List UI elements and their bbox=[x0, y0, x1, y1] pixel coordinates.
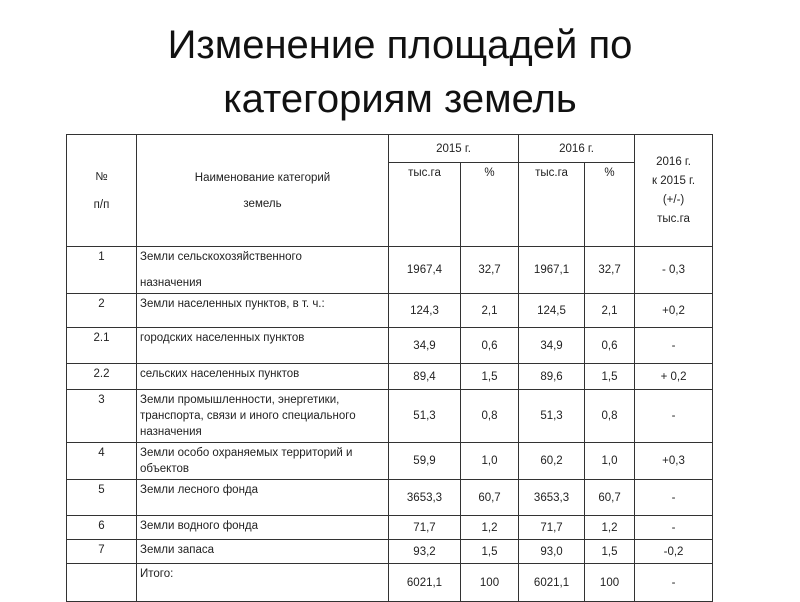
row-pct-2015: 1,0 bbox=[461, 443, 519, 480]
row-num: 2 bbox=[67, 294, 137, 328]
row-pct-2016: 1,5 bbox=[585, 364, 635, 390]
row-name: сельских населенных пунктов bbox=[137, 364, 389, 390]
row-ha-2015: 34,9 bbox=[389, 328, 461, 364]
row-num: 2.2 bbox=[67, 364, 137, 390]
row-name: городских населенных пунктов bbox=[137, 328, 389, 364]
header-change-line2: к 2015 г. bbox=[652, 174, 696, 187]
header-num-line2: п/п bbox=[93, 198, 110, 211]
table-row bbox=[67, 390, 713, 443]
header-row-1 bbox=[67, 135, 713, 163]
row-ha-2015: 1967,4 bbox=[389, 247, 461, 294]
row-change: -0,2 bbox=[635, 540, 713, 564]
row-ha-2016: 3653,3 bbox=[519, 480, 585, 516]
header-change-line1: 2016 г. bbox=[656, 155, 691, 168]
row-pct-2015: 100 bbox=[461, 564, 519, 602]
row-ha-2016: 51,3 bbox=[519, 390, 585, 443]
header-pct-2015: % bbox=[461, 163, 519, 247]
row-ha-2015: 6021,1 bbox=[389, 564, 461, 602]
row-pct-2016: 1,0 bbox=[585, 443, 635, 480]
row-pct-2016: 0,8 bbox=[585, 390, 635, 443]
row-change: - bbox=[635, 328, 713, 364]
row-pct-2016: 60,7 bbox=[585, 480, 635, 516]
row-change: - bbox=[635, 390, 713, 443]
row-ha-2016: 89,6 bbox=[519, 364, 585, 390]
header-pct-2016: % bbox=[585, 163, 635, 247]
row-name: Земли промышленности, энергетики, транспорта, связи и иного специального назначения bbox=[137, 390, 389, 443]
row-ha-2016: 1967,1 bbox=[519, 247, 585, 294]
table-row bbox=[67, 516, 713, 540]
table-row bbox=[67, 294, 713, 328]
row-pct-2016: 32,7 bbox=[585, 247, 635, 294]
row-pct-2015: 0,6 bbox=[461, 328, 519, 364]
row-pct-2015: 60,7 bbox=[461, 480, 519, 516]
row-num: 1 bbox=[67, 247, 137, 294]
row-ha-2015: 124,3 bbox=[389, 294, 461, 328]
row-num: 5 bbox=[67, 480, 137, 516]
row-change: +0,2 bbox=[635, 294, 713, 328]
row-pct-2016: 2,1 bbox=[585, 294, 635, 328]
table-row-total bbox=[67, 564, 713, 602]
row-change: - bbox=[635, 516, 713, 540]
row-name: Земли населенных пунктов, в т. ч.: bbox=[137, 294, 389, 328]
row-name-line1: Земли сельскохозяйственного bbox=[140, 251, 302, 263]
header-ha-2016: тыс.га bbox=[519, 163, 585, 247]
row-pct-2016: 0,6 bbox=[585, 328, 635, 364]
row-ha-2016: 60,2 bbox=[519, 443, 585, 480]
row-num bbox=[67, 564, 137, 602]
header-ha-2015: тыс.га bbox=[389, 163, 461, 247]
row-name: Земли запаса bbox=[137, 540, 389, 564]
header-name-cell bbox=[137, 135, 389, 247]
row-num: 6 bbox=[67, 516, 137, 540]
row-num: 2.1 bbox=[67, 328, 137, 364]
header-change-cell bbox=[635, 135, 713, 247]
table-row bbox=[67, 364, 713, 390]
row-name-line2: назначения bbox=[140, 277, 202, 289]
row-num: 3 bbox=[67, 390, 137, 443]
table-row bbox=[67, 540, 713, 564]
row-name bbox=[137, 247, 389, 294]
header-name-line1: Наименование категорий bbox=[194, 171, 331, 184]
row-pct-2016: 1,5 bbox=[585, 540, 635, 564]
header-change-line4: тыс.га bbox=[657, 212, 690, 225]
row-pct-2016: 100 bbox=[585, 564, 635, 602]
row-ha-2015: 89,4 bbox=[389, 364, 461, 390]
row-pct-2015: 0,8 bbox=[461, 390, 519, 443]
row-ha-2015: 59,9 bbox=[389, 443, 461, 480]
row-ha-2015: 51,3 bbox=[389, 390, 461, 443]
row-num: 4 bbox=[67, 443, 137, 480]
header-name-line2: земель bbox=[243, 197, 282, 210]
row-change: - bbox=[635, 480, 713, 516]
header-year-2015: 2015 г. bbox=[389, 135, 519, 163]
row-pct-2015: 1,5 bbox=[461, 364, 519, 390]
row-ha-2016: 71,7 bbox=[519, 516, 585, 540]
row-ha-2015: 93,2 bbox=[389, 540, 461, 564]
row-name: Земли водного фонда bbox=[137, 516, 389, 540]
row-name: Земли лесного фонда bbox=[137, 480, 389, 516]
row-pct-2015: 1,2 bbox=[461, 516, 519, 540]
row-ha-2015: 71,7 bbox=[389, 516, 461, 540]
row-ha-2016: 124,5 bbox=[519, 294, 585, 328]
row-ha-2015: 3653,3 bbox=[389, 480, 461, 516]
header-num-line1: № bbox=[95, 170, 108, 183]
row-change: +0,3 bbox=[635, 443, 713, 480]
table-row bbox=[67, 443, 713, 480]
row-change: + 0,2 bbox=[635, 364, 713, 390]
row-change: - 0,3 bbox=[635, 247, 713, 294]
row-pct-2015: 2,1 bbox=[461, 294, 519, 328]
header-change-line3: (+/-) bbox=[662, 193, 685, 206]
table-row bbox=[67, 247, 713, 294]
page-title-line2: категориям земель bbox=[223, 77, 577, 121]
page-title bbox=[0, 18, 800, 126]
row-ha-2016: 6021,1 bbox=[519, 564, 585, 602]
table-row bbox=[67, 328, 713, 364]
land-categories-table bbox=[66, 134, 713, 602]
header-num-cell bbox=[67, 135, 137, 247]
row-ha-2016: 93,0 bbox=[519, 540, 585, 564]
header-year-2016: 2016 г. bbox=[519, 135, 635, 163]
row-name: Земли особо охраняемых территорий и объектов bbox=[137, 443, 389, 480]
row-pct-2016: 1,2 bbox=[585, 516, 635, 540]
row-ha-2016: 34,9 bbox=[519, 328, 585, 364]
row-pct-2015: 1,5 bbox=[461, 540, 519, 564]
row-num: 7 bbox=[67, 540, 137, 564]
row-name: Итого: bbox=[137, 564, 389, 602]
row-pct-2015: 32,7 bbox=[461, 247, 519, 294]
table-row bbox=[67, 480, 713, 516]
row-change: - bbox=[635, 564, 713, 602]
page-title-line1: Изменение площадей по bbox=[167, 23, 633, 67]
